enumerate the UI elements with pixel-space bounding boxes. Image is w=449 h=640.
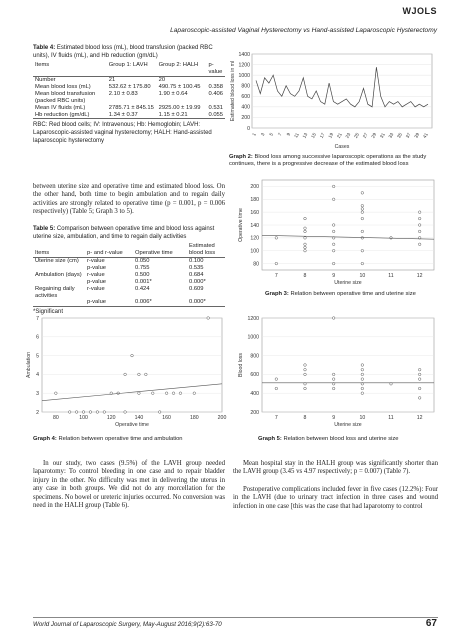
- table-cell: p-value: [87, 264, 107, 271]
- table-cell: r-value: [87, 271, 105, 278]
- graph-3-caption: Graph 3: Relation between operative time and uterine size: [265, 291, 416, 297]
- graph-2: [228, 50, 438, 150]
- data-point: [361, 378, 364, 381]
- x-tick-label: 11: [388, 415, 394, 421]
- data-point: [55, 392, 58, 395]
- data-point: [165, 392, 168, 395]
- data-point: [418, 224, 421, 227]
- body-paragraph-1: between uterine size and operative time and estimated blood loss. On the other hand, both time to begin ambulation and to regain daily activities are strongly related to operative time (p = 0.001, p = 0.006 respectively) (Table 5; Graph 3 to 5).: [33, 183, 225, 216]
- table-4-grid: [33, 62, 225, 119]
- x-tick-label: 100: [79, 415, 88, 421]
- data-point: [418, 230, 421, 233]
- table-cell: 0.406: [208, 90, 223, 97]
- x-tick-label: 12: [416, 415, 423, 421]
- data-point: [124, 373, 127, 376]
- table-row: [33, 279, 225, 286]
- table-4-head: Items: [35, 62, 50, 69]
- data-point: [304, 249, 307, 252]
- x-tick-label: 19: [327, 132, 335, 139]
- x-tick-label: 3: [259, 132, 266, 137]
- table-cell: Mean IV fluids (mL): [35, 104, 86, 111]
- table-cell: [33, 299, 85, 306]
- y-tick-label: 160: [250, 209, 259, 216]
- y-tick-label: 600: [241, 94, 250, 101]
- data-point: [361, 237, 364, 240]
- table-4-head: Group 1: LAVH: [108, 62, 148, 69]
- y-axis-label: Estimated blood loss in ml: [230, 60, 236, 122]
- data-point: [304, 230, 307, 233]
- data-point: [275, 237, 278, 240]
- data-point: [332, 185, 335, 188]
- table-cell: Uterine size (cm): [35, 258, 79, 264]
- table-4-head: p-value: [208, 62, 223, 76]
- y-tick-label: 800: [250, 353, 259, 360]
- x-tick-label: 5: [268, 132, 275, 137]
- data-point: [304, 243, 307, 246]
- table-cell: 0.755: [135, 264, 150, 271]
- data-point: [418, 387, 421, 390]
- data-point: [96, 411, 99, 414]
- data-point: [138, 392, 141, 395]
- page-number: 67: [425, 618, 437, 629]
- y-tick-label: 100: [250, 248, 259, 255]
- data-point: [304, 246, 307, 249]
- x-tick-label: 9: [285, 132, 292, 137]
- table-5: [33, 226, 225, 317]
- table-cell: 21: [108, 77, 116, 83]
- data-point: [275, 378, 278, 381]
- x-tick-label: 8: [303, 273, 307, 279]
- body-paragraph-left: In our study, two cases (9.5%) of the LAVH group needed laparotomy: To control bleeding in one case and to repair bladder injury in the other. No difficulty was met in delivering the uterus in any case in both groups. We did not do any morcellation for the specimens. No bowel or ureteric injuries occurred. No conversion was need in the HALH group (Table 6).: [33, 460, 225, 510]
- table-cell: 0.358: [208, 83, 223, 90]
- data-point: [332, 230, 335, 233]
- data-point: [275, 262, 278, 265]
- table-row: [33, 286, 225, 300]
- data-point: [390, 237, 393, 240]
- y-tick-label: 1000: [238, 72, 250, 79]
- x-tick-label: 33: [387, 132, 395, 139]
- data-point: [304, 227, 307, 230]
- y-axis-label: Ambulation: [26, 352, 32, 378]
- y-tick-label: 1200: [247, 315, 259, 322]
- graph-5: [234, 312, 438, 432]
- x-axis-label: Operative time: [115, 422, 149, 428]
- x-tick-label: 21: [335, 132, 343, 139]
- data-point: [193, 392, 196, 395]
- data-point: [304, 368, 307, 371]
- x-tick-label: 35: [396, 132, 404, 139]
- data-point: [361, 373, 364, 376]
- y-axis-label: Blood loss: [238, 353, 244, 377]
- data-point: [361, 262, 364, 265]
- x-tick-label: 17: [318, 132, 326, 139]
- x-tick-label: 1: [251, 132, 257, 137]
- table-5-caption: Table 5: Comparison between operative time and blood loss against uterine size, ambulation, and time to regain daily activities: [33, 226, 215, 240]
- x-tick-label: 7: [277, 132, 283, 137]
- footer-journal: World Journal of Laparoscopic Surgery, May-August 2016;9(2):63-70: [33, 621, 222, 628]
- y-tick-label: 400: [241, 104, 250, 111]
- table-4-footnote: RBC: Red blood cells; IV: Intravenous; Hb: Hemoglobin; LAVH: Laparoscopic-assisted vaginal hysterectomy; HALH: Hand-assisted laparoscopic hysterectomy: [33, 122, 212, 144]
- data-point: [332, 249, 335, 252]
- x-tick-label: 11: [293, 132, 300, 139]
- plot-area: [252, 54, 432, 128]
- x-tick-label: 11: [388, 273, 394, 279]
- table-row: [33, 84, 225, 91]
- graph-3: [234, 172, 438, 290]
- x-tick-label: 12: [416, 273, 423, 279]
- table-cell: Number: [35, 77, 56, 83]
- data-point: [131, 354, 134, 357]
- table-5-head: Items: [35, 250, 50, 257]
- table-row: [33, 258, 225, 265]
- table-cell: r-value: [87, 285, 105, 292]
- data-point: [332, 378, 335, 381]
- x-tick-label: 7: [274, 273, 278, 279]
- y-tick-label: 1400: [238, 51, 250, 58]
- data-point: [304, 237, 307, 240]
- data-point: [332, 262, 335, 265]
- y-tick-label: 80: [253, 261, 259, 268]
- table-cell: 20: [158, 77, 166, 83]
- y-tick-label: 200: [250, 409, 259, 416]
- data-point: [418, 211, 421, 214]
- table-cell: 0.001*: [135, 278, 152, 285]
- data-point: [361, 192, 364, 195]
- data-point: [275, 387, 278, 390]
- table-cell: 0.055: [208, 111, 223, 118]
- running-title: Laparoscopic-assisted Vaginal Hysterectomy vs Hand-assisted Laparoscopic Hysterectomy: [170, 27, 437, 34]
- table-cell: 0.006*: [135, 299, 152, 306]
- table-cell: 0.000*: [189, 299, 206, 306]
- table-4: [33, 45, 225, 145]
- footer-rule: [33, 617, 438, 618]
- plot-area: [262, 318, 434, 412]
- table-cell: 0.684: [189, 271, 204, 278]
- table-row: [33, 77, 225, 84]
- data-point: [103, 411, 106, 414]
- table-cell: 0.424: [135, 285, 150, 292]
- data-point: [89, 411, 92, 414]
- table-cell: Regaining daily activities: [35, 285, 75, 299]
- table-row: [33, 112, 225, 119]
- table-5-grid: [33, 243, 225, 307]
- y-tick-label: 600: [250, 372, 259, 379]
- data-point: [332, 387, 335, 390]
- table-5-head: Estimated blood loss: [189, 243, 216, 257]
- data-point: [361, 211, 364, 214]
- y-tick-label: 4: [36, 372, 39, 379]
- y-tick-label: 200: [241, 115, 250, 122]
- data-point: [361, 230, 364, 233]
- data-point: [332, 198, 335, 201]
- y-tick-label: 2: [36, 409, 39, 416]
- x-tick-label: 9: [332, 415, 336, 421]
- data-point: [304, 364, 307, 367]
- data-point: [151, 392, 154, 395]
- table-cell: 1.34 ± 0.37: [108, 111, 138, 118]
- table-row: [33, 299, 225, 306]
- data-point: [75, 411, 78, 414]
- y-tick-label: 180: [250, 197, 259, 204]
- table-row: [33, 272, 225, 279]
- x-tick-label: 200: [217, 415, 227, 421]
- x-tick-label: 39: [413, 132, 421, 139]
- table-cell: [33, 279, 85, 286]
- graph-4-caption: Graph 4: Relation between operative time and ambulation: [33, 436, 183, 442]
- table-5-head: p- and r-value: [87, 250, 123, 257]
- data-point: [418, 368, 421, 371]
- x-tick-label: 8: [303, 415, 307, 421]
- x-tick-label: 37: [404, 132, 412, 139]
- table-cell: 0.050: [135, 258, 150, 264]
- data-point: [418, 217, 421, 220]
- table-cell: 2785.71 ± 845.15: [108, 104, 154, 111]
- x-tick-label: 9: [332, 273, 336, 279]
- y-tick-label: 140: [250, 222, 259, 229]
- data-point: [361, 364, 364, 367]
- y-tick-label: 5: [36, 353, 39, 360]
- data-point: [418, 378, 421, 381]
- data-point: [361, 208, 364, 211]
- table-cell: p-value: [87, 278, 107, 285]
- data-point: [332, 224, 335, 227]
- table-cell: 2.10 ± 0.83: [108, 90, 138, 97]
- data-point: [361, 392, 364, 395]
- data-point: [82, 411, 85, 414]
- x-tick-label: 7: [274, 415, 278, 421]
- data-point: [418, 243, 421, 246]
- table-cell: [206, 77, 225, 84]
- data-point: [332, 243, 335, 246]
- table-cell: 0.500: [135, 271, 150, 278]
- y-tick-label: 1200: [238, 62, 250, 69]
- data-point: [145, 373, 148, 376]
- journal-name: WJOLS: [402, 6, 437, 16]
- x-tick-label: 80: [52, 415, 59, 421]
- data-point: [418, 373, 421, 376]
- table-cell: 0.531: [208, 104, 223, 111]
- y-tick-label: 120: [250, 235, 259, 242]
- x-tick-label: 140: [134, 415, 144, 421]
- table-5-head: Operative time: [135, 250, 173, 257]
- data-point: [361, 249, 364, 252]
- x-tick-label: 31: [378, 132, 386, 139]
- table-cell: 1.15 ± 0.21: [158, 111, 188, 118]
- x-tick-label: 15: [310, 132, 318, 139]
- table-cell: [33, 265, 85, 272]
- body-paragraph-right-1: Mean hospital stay in the HALH group was significantly shorter than the LAVH group (3.45 vs 4.97 respectively; p = 0.007) (Table 7).: [233, 460, 438, 476]
- x-tick-label: 180: [189, 415, 199, 421]
- y-tick-label: 3: [36, 391, 39, 397]
- table-row: [33, 91, 225, 105]
- x-tick-label: 10: [359, 273, 366, 279]
- table-cell: 0.000*: [189, 278, 206, 285]
- x-tick-label: 10: [359, 415, 366, 421]
- data-point: [361, 387, 364, 390]
- data-point: [304, 217, 307, 220]
- y-tick-label: 7: [36, 315, 39, 322]
- x-tick-label: 120: [106, 415, 116, 421]
- table-cell: Mean blood transfusion (packed RBC units): [35, 90, 96, 104]
- y-tick-label: 400: [250, 391, 259, 397]
- data-point: [172, 392, 175, 395]
- data-point: [332, 373, 335, 376]
- x-tick-label: 13: [301, 132, 309, 139]
- body-paragraph-right-2: Postoperative complications included fever in five cases (12.2%): Four in the LAVH (due to urinary tract infection in three cases and wound infection in one case [this was the case that had laparotomy to control: [233, 486, 438, 510]
- y-tick-label: 800: [241, 83, 250, 90]
- x-tick-label: 27: [361, 132, 369, 139]
- y-axis-label: Operative time: [238, 208, 244, 242]
- y-tick-label: 0: [247, 125, 250, 132]
- data-point: [68, 411, 71, 414]
- x-tick-label: 29: [370, 132, 378, 139]
- table-cell: p-value: [87, 299, 107, 306]
- table-row: [33, 105, 225, 112]
- table-cell: 0.535: [189, 264, 204, 271]
- data-point: [207, 317, 210, 320]
- table-cell: Hb reduction (gm/dL): [35, 111, 90, 118]
- x-axis-label: Cases: [334, 144, 350, 150]
- data-point: [332, 317, 335, 320]
- y-tick-label: 1000: [247, 334, 259, 341]
- data-point: [418, 397, 421, 400]
- table-cell: 490.75 ± 100.45: [158, 83, 201, 90]
- y-tick-label: 6: [36, 334, 39, 341]
- table-4-caption: Table 4: Estimated blood loss (mL), blood transfusion (packed RBC units), IV fluids (mL), and Hb reduction (gm/dL): [33, 45, 213, 59]
- x-tick-label: 41: [421, 132, 429, 139]
- data-point: [138, 373, 141, 376]
- data-point: [179, 392, 182, 395]
- graph-5-caption: Graph 5: Relation between blood loss and uterine size: [258, 436, 399, 442]
- graph-4: [22, 312, 225, 432]
- x-axis-label: Uterine size: [334, 422, 362, 428]
- table-cell: 1.90 ± 0.64: [158, 90, 188, 97]
- data-point: [158, 411, 161, 414]
- data-point: [361, 217, 364, 220]
- x-tick-label: 23: [344, 132, 352, 139]
- x-tick-label: 25: [353, 132, 361, 139]
- data-point: [361, 204, 364, 207]
- data-point: [304, 373, 307, 376]
- table-cell: 0.609: [189, 285, 204, 292]
- table-row: [33, 265, 225, 272]
- table-cell: 0.100: [189, 258, 204, 264]
- x-tick-label: 160: [162, 415, 171, 421]
- data-point: [124, 411, 127, 414]
- table-cell: Ambulation (days): [35, 271, 82, 278]
- table-cell: r-value: [87, 258, 105, 264]
- table-cell: 2925.00 ± 19.99: [158, 104, 201, 111]
- graph-2-caption: Graph 2: Blood loss among successive laparoscopic operations as the study continues, there is a progressive decrease of the estimated blood loss: [229, 154, 427, 168]
- table-cell: 532.62 ± 175.80: [108, 83, 151, 90]
- y-tick-label: 200: [250, 184, 259, 191]
- table-4-head: Group 2: HALH: [158, 62, 199, 69]
- x-axis-label: Uterine size: [334, 280, 362, 286]
- data-point: [361, 368, 364, 371]
- table-cell: Mean blood loss (mL): [35, 83, 91, 90]
- data-point: [304, 387, 307, 390]
- table-5-footnote: *Significant: [33, 309, 64, 316]
